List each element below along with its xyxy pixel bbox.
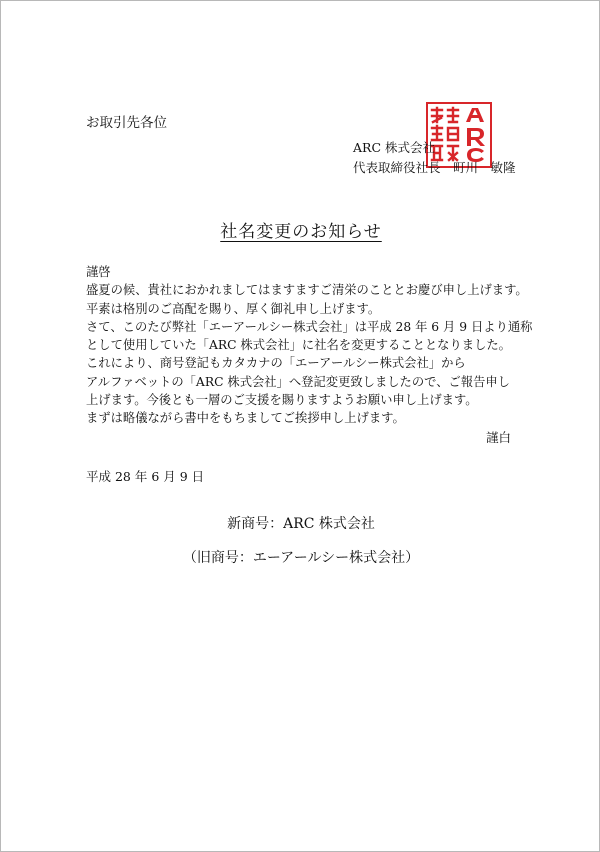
- letter-date: 平成 28 年 6 月 9 日: [86, 469, 205, 484]
- body-line: アルファベットの「ARC 株式会社」へ登記変更致しましたので、ご報告申し: [86, 374, 510, 389]
- sender-representative: 代表取締役社長 町川 敏隆: [353, 160, 516, 175]
- seal-graphic: [428, 104, 490, 166]
- body-line: 平素は格別のご高配を賜り、厚く御礼申し上げます。: [86, 301, 381, 316]
- recipient-line: お取引先各位: [86, 115, 167, 131]
- body-line: まずは略儀ながら書中をもちましてご挨拶申し上げます。: [86, 411, 405, 426]
- document-title: 社名変更のお知らせ: [220, 222, 382, 242]
- closing-word: 謹白: [485, 430, 511, 445]
- sender-company: ARC 株式会社: [353, 140, 435, 155]
- letter-body: [86, 263, 533, 428]
- new-company-name: 新商号：ARC 株式会社: [227, 516, 375, 532]
- old-company-name: （旧商号：エーアールシー株式会社）: [182, 550, 420, 566]
- body-line: さて、このたび弊社「エーアールシー株式会社」は平成 28 年 6 月 9 日より通称: [86, 319, 533, 334]
- body-line: として使用していた「ARC 株式会社」に社名を変更することとなりました。: [86, 338, 511, 353]
- body-line: これにより、商号登記もカタカナの「エーアールシー株式会社」から: [86, 356, 466, 371]
- body-line: 謹啓: [86, 265, 111, 279]
- body-line: 盛夏の候、貴社におかれましてはますますご清栄のこととお慶び申し上げます。: [86, 283, 528, 298]
- body-line: 上げます。今後とも一層のご支援を賜りますようお願い申し上げます。: [86, 393, 478, 408]
